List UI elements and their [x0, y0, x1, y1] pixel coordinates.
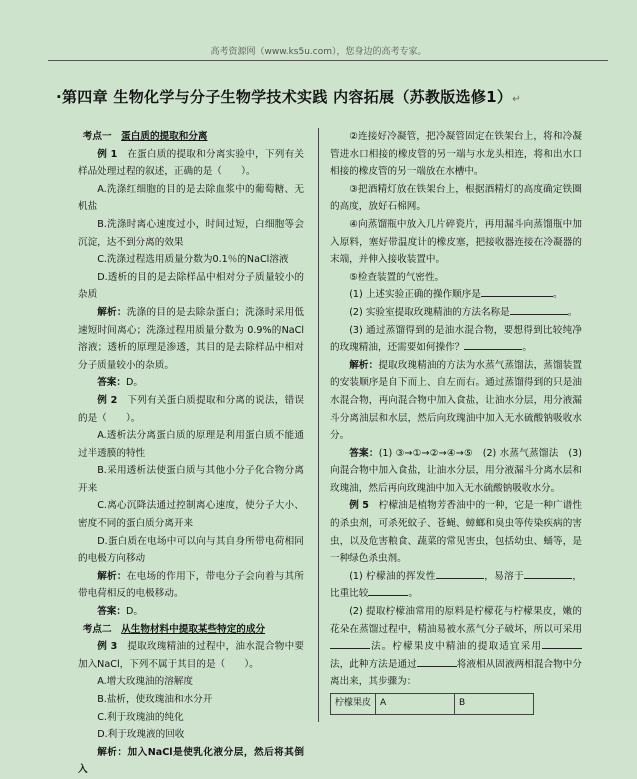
section-heading-1: 考点一 蛋白质的提取和分离 [82, 131, 208, 142]
ex2-answer: 答案：D。 [97, 606, 143, 618]
process-table [330, 693, 534, 715]
paragraph-mark-icon: ↵ [512, 94, 521, 105]
ex1-option-c: C.洗涤过程选用质量分数为0.1％的NaCl溶液 [97, 254, 289, 266]
step-2: ②连接好冷凝管，把冷凝管固定在铁架台上，将和冷凝管进水口相接的橡皮管的另一端与水龙头相连，将和出水口相接的橡皮管的另一端放在水槽中。 [330, 131, 582, 178]
answer-blank [330, 638, 370, 649]
title-text: 第四章 生物化学与分子生物学技术实践 内容拓展（苏教版选修1） [62, 88, 513, 106]
page-header: 高考资源网（www.ks5u.com），您身边的高考专家。 [210, 47, 427, 57]
answer-blank [368, 585, 408, 596]
ex2-option-a: A.透析法分离蛋白质的原理是利用蛋白质不能通过半透膜的特性 [78, 430, 304, 459]
ex3-analysis-partial: 解析：加入NaCl是使乳化液分层，然后将其倒入 [78, 746, 304, 776]
ex1-option-a: A.洗涤红细胞的目的是去除血浆中的葡萄糖、无机盐 [78, 183, 304, 213]
ex3-option-a: A.增大玫瑰油的溶解度 [97, 676, 193, 688]
document-title: ·第四章 生物化学与分子生物学技术实践 内容拓展（苏教版选修1）↵ [56, 88, 521, 106]
step-3: ③把酒精灯放在铁架台上，根据酒精灯的高度确定铁圈的高度，放好石棉网。 [330, 183, 582, 213]
question-1: (1) 上述实验正确的操作顺序是 。 [330, 286, 582, 304]
ex1-option-d: D.透析的目的是去除样品中相对分子质量较小的杂质 [78, 271, 304, 301]
ex4-analysis: 解析：提取玫瑰精油的方法为水蒸气蒸馏法，蒸馏装置的安装顺序是自下而上、自左而右。通过蒸馏得到的只是油水混合物，再向混合物中加入食盐，让油水分层，用分液漏斗分离油层和水层，然后向玫瑰油中加入无水硫酸钠吸收水分。 [330, 359, 583, 442]
column-divider [318, 128, 319, 722]
ex1-answer: 答案：D。 [97, 377, 143, 389]
ex2-option-d: D.蛋白质在电场中可以向与其自身所带电荷相同的电极方向移动 [78, 535, 304, 565]
answer-blank [524, 568, 572, 579]
ex1-option-b: B.洗涤时离心速度过小，时间过短，白细胞等会沉淀，达不到分离的效果 [78, 218, 304, 248]
section-heading-2: 考点二 从生物材料中提取某些特定的成分 [82, 623, 266, 635]
answer-blank [417, 656, 457, 667]
left-column [78, 128, 304, 779]
answer-blank [542, 638, 582, 649]
right-column [330, 128, 582, 715]
question-3: (3) 通过蒸馏得到的是油水混合物，要想得到比较纯净的玫瑰精油，还需要如何操作？ 。 [330, 324, 582, 354]
ex5-question-1: (1) 柠檬油的挥发性 ，易溶于 ，比重比较 。 [330, 568, 582, 603]
step-4: ④向蒸馏瓶中放入几片碎瓷片，再用漏斗向蒸馏瓶中加入原料，塞好带温度计的橡皮塞，把接收器连接在冷凝器的末端，并伸入接收装置中。 [330, 218, 582, 266]
ex2-option-c: C.离心沉降法通过控制离心速度，使分子大小、密度不同的蛋白质分离开来 [78, 500, 304, 530]
ex3-option-d: D.利于玫瑰液的回收 [97, 729, 185, 741]
example-2-stem: 例 2 下列有关蛋白质提取和分离的说法，错误的是（ ）。 [78, 394, 304, 424]
header-rule [48, 60, 608, 61]
table-cell: A [376, 694, 455, 715]
answer-blank [436, 568, 484, 579]
ex1-analysis: 解析：洗涤的目的是去除杂蛋白；洗涤时采用低速短时间离心；洗涤过程用质量分数为 0.9%的NaCl溶液；透析的原理是渗透，其目的是去除样品中相对分子质量较小的杂质。 [78, 306, 305, 371]
table-cell: 柠檬果皮 [331, 694, 376, 715]
ex3-option-c: C.利于玫瑰油的纯化 [97, 711, 184, 723]
table-cell: B [455, 694, 534, 715]
ex2-option-b: B.采用透析法使蛋白质与其他小分子化合物分离开来 [78, 465, 304, 494]
ex3-option-b: B.盐析，使玫瑰油和水分开 [97, 694, 213, 705]
question-2: (2) 实验室提取玫瑰精油的方法名称是 。 [330, 304, 582, 322]
answer-blank [481, 286, 553, 297]
example-1-stem: 例 1 在蛋白质的提取和分离实验中，下列有关样品处理过程的叙述，正确的是（ ）。 [78, 148, 304, 178]
example-5-stem: 例 5 柠檬油是植物芳香油中的一种，它是一种广谱性的杀虫剂，可杀死蚊子、苍蝇、蟑螂和臭虫等传染疾病的害虫，以及危害粮食、蔬菜的常见害虫，包括幼虫、蛹等，是一种绿色杀虫剂。 [330, 500, 583, 565]
ex2-analysis: 解析：在电场的作用下，带电分子会向着与其所带电荷相反的电极移动。 [78, 570, 305, 600]
answer-blank [510, 304, 568, 315]
ex4-answer: 答案：(1) ③→①→②→④→⑤ (2) 水蒸气蒸馏法 (3) 向混合物中加入食盐，让油水分层，用分液漏斗分离水层和玫瑰油，然后再向玫瑰油中加入无水硫酸钠吸收水分。 [330, 447, 582, 494]
step-5: ⑤检查装置的气密性。 [349, 271, 445, 283]
ex5-question-2: (2) 提取柠檬油常用的原料是柠檬花与柠檬果皮，嫩的花朵在蒸馏过程中，精油易被水蒸气分子破坏，所以可采用法。柠檬果皮中精油的提取适宜采用法，此种方法是通过 将液相从固液两相混合物中分离出来，其步骤为： [330, 606, 583, 688]
example-3-stem: 例 3 提取玫瑰精油的过程中，油水混合物中要加入NaCl，下列不属于其目的是（ ）。 [78, 641, 304, 670]
answer-blank [464, 339, 522, 350]
